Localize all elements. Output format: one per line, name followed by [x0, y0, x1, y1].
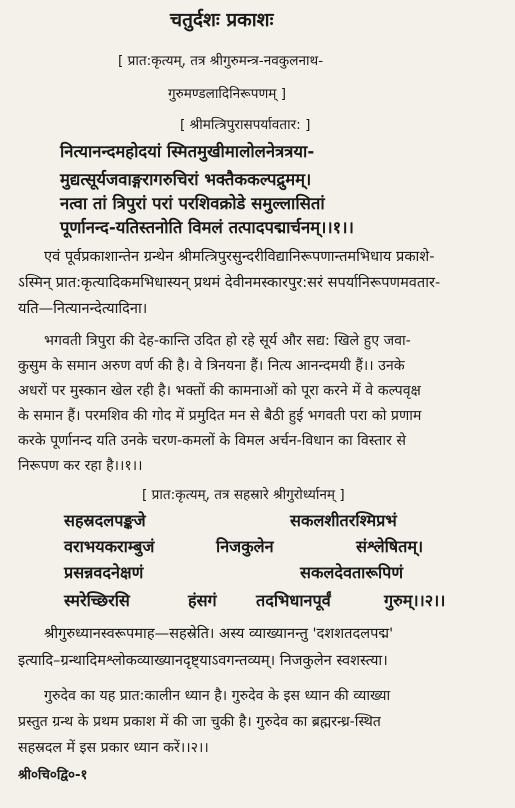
verse-2-line-1-part-a: सहस्रदलपङ्कजे [64, 511, 146, 530]
verse-1-line-1: नित्यानन्दमहोदयां स्मितमुखीमालोलनेत्रत्रया- [60, 142, 315, 161]
hindi-1-line-1: भगवती त्रिपुरा की देह-कान्ति उदित हो रहे सूर्य और सद्य: खिले हुए जवा- [44, 333, 411, 349]
hindi-1-line-3: अधरों पर मुस्कान खेल रही है। भक्तों की कामनाओं को पूरा करने में वे कल्पवृक्ष [18, 383, 421, 399]
commentary-1-line-2: ऽस्मिन् प्रात:कृत्यादिकमभिधास्यन् प्रथमं देवीनमस्कारपुर:सरं सपर्यानिरूपणमवतार- [18, 274, 441, 291]
verse-1-line-2: मुद्यत्सूर्यजवाङ्गरागरुचिरां भक्तैककल्पद्रुमम्। [60, 170, 312, 189]
commentary-1-line-1: एवं पूर्वप्रकाशान्तेन ग्रन्थेन श्रीमत्त्रिपुरसुन्दरीविद्यानिरूपणान्तमभिधाय प्रकाशे- [44, 248, 435, 265]
heading-bracket-line-2: गुरुमण्डलादिनिरूपणम् ] [168, 86, 287, 102]
sub-heading-bracket-2: [ प्रात:कृत्यम्, तत्र सहस्रारे श्रीगुरोर्ध्यानम् ] [142, 487, 345, 503]
verse-2-line-4-part-a: स्मरेच्छिरसि [64, 591, 130, 610]
verse-2-line-1-part-b: सकलशीतरश्मिप्रभं [290, 511, 397, 530]
hindi-1-line-6: निरूपण कर रहा है।।१।। [18, 458, 143, 474]
page-footer-signature: श्री०चि०द्वि०-१ [18, 768, 88, 783]
hindi-1-line-4: के समान हैं। परमशिव की गोद में प्रमुदित मन से बैठी हुई भगवती परा को प्रणाम [18, 408, 422, 424]
hindi-2-line-1: गुरुदेव का यह प्रात:कालीन ध्यान है। गुरुदेव के इस ध्यान की व्याख्या [44, 688, 391, 704]
heading-bracket-line-1: [ प्रात:कृत्यम्, तत्र श्रीगुरुमन्त्र-नवकुलनाथ- [118, 53, 324, 69]
verse-2-line-2-part-m: निजकुलेन [216, 537, 274, 556]
verse-2-line-4-part-n: तदभिधानपूर्वं [256, 591, 331, 610]
commentary-2-line-2: इत्यादि–ग्रन्थादिमश्लोकव्याख्यानदृष्ट्याऽवगन्तव्यम्। निजकुलेन स्वशस्त्या। [18, 652, 388, 669]
commentary-2-line-1: श्रीगुरुध्यानस्वरूपमाह—सहस्रेति। अस्य व्याख्यानन्तु 'दशशतदलपद्म' [44, 625, 394, 642]
hindi-1-line-2: कुसुम के समान अरुण वर्ण की है। वे त्रिनयना हैं। नित्य आनन्दमयी हैं।। उनके [18, 358, 405, 374]
verse-2-line-2-part-b: संश्लेषितम्। [356, 537, 424, 556]
verse-2-line-4-part-b: गुरुम्।।२।। [384, 591, 446, 610]
hindi-2-line-3: सहस्रदल में इस प्रकार ध्यान करें।।२।। [18, 740, 209, 756]
verse-1-line-3: नत्वा तां त्रिपुरां परां परशिवक्रोडे समुल्लासितां [60, 194, 325, 213]
hindi-1-line-5: करके पूर्णानन्द यति उनके चरण-कमलों के विमल अर्चन-विधान का विस्तार से [18, 433, 406, 449]
commentary-1-line-3: यति—नित्यानन्देत्यादिना। [18, 300, 148, 317]
verse-2-line-3-part-a: प्रसन्नवदनेक्षणं [64, 563, 144, 582]
chapter-title: चतुर्दशः प्रकाशः [170, 9, 274, 31]
verse-2-line-3-part-b: सकलदेवतारूपिणं [300, 563, 404, 582]
hindi-2-line-2: प्रस्तुत ग्रन्थ के प्रथम प्रकाश में की जा चुकी है। गुरुदेव का ब्रह्मरन्ध्र-स्थित [18, 714, 381, 730]
verse-2-line-2-part-a: वराभयकराम्बुजं [64, 537, 155, 556]
verse-2-line-4-part-m: हंसगं [188, 591, 217, 610]
sub-heading-bracket: [ श्रीमत्त्रिपुरासपर्यावतार: ] [180, 117, 311, 133]
verse-1-line-4: पूर्णानन्द-यतिस्तनोति विमलं तत्पादपद्मार्चनम्।।१।। [60, 218, 354, 237]
